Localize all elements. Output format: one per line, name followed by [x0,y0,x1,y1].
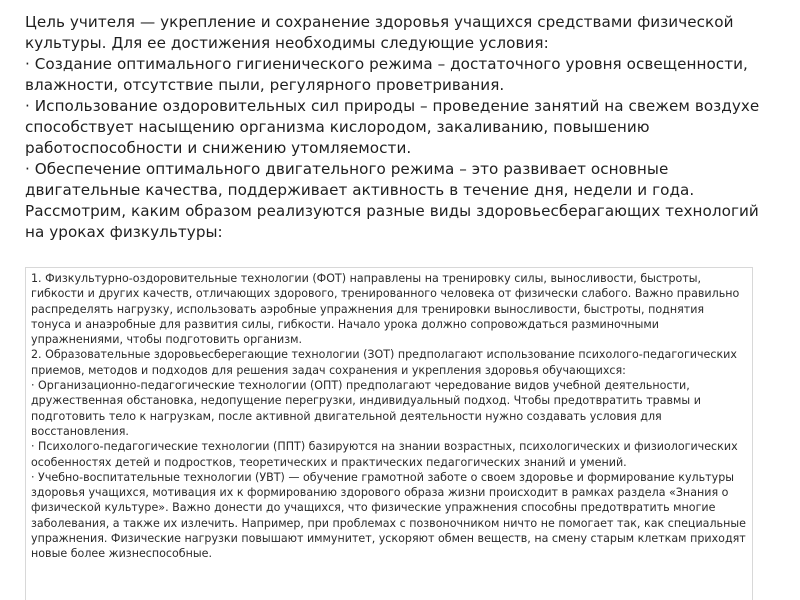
technology-item-fot: 1. Физкультурно-оздоровительные технологии (ФОТ) направлены на тренировку силы, выносливости, быстроты, гибкости и других качеств, отличающих здорового, тренированного человека от физически слабого. Важно правильно распределять нагрузку, использовать аэробные упражнения для тренировки выносливости, быстроты, поднятия тонуса и анаэробные для развития силы, гибкости. Начало урока должно сопровождаться разминочными упражнениями, чтобы подготовить организм. [31,272,740,347]
intro-paragraph-motor: · Обеспечение оптимального двигательного режима – это развивает основные двигательные качества, поддерживает активность в течение дня, недели и года. Рассмотрим, каким образом реализуются разные виды здоровьесберагающих технологий на уроках физкультуры: [25,160,759,241]
intro-text-block [25,12,775,243]
technology-item-opt: · Организационно-педагогические технологии (ОПТ) предполагают чередование видов учебной деятельности, дружественная обстановка, недопущение перегрузки, индивидуальный подход. Чтобы предотвратить травмы и подготовить тело к нагрузкам, после активной двигательной деятельности нужно создавать условия для восстановления. [31,379,701,438]
technology-item-zot: 2. Образовательные здоровьесберегающие технологии (ЗОТ) предполагают использование психолого-педагогических приемов, методов и подходов для решения задач сохранения и укрепления здоровья обучающихся: [31,348,737,377]
intro-paragraph-hygiene: · Создание оптимального гигиенического режима – достаточного уровня освещенности, влажности, отсутствие пыли, регулярного проветривания. [25,55,748,94]
technologies-text-box [25,267,753,600]
intro-paragraph-nature: · Использование оздоровительных сил природы – проведение занятий на свежем воздухе способствует насыщению организма кислородом, закаливанию, повышению работоспособности и снижению утомляемости. [25,97,760,157]
technology-item-ppt: · Психолого-педагогические технологии (ППТ) базируются на знании возрастных, психологических и физиологических особенностях детей и подростков, теоретических и практических педагогических знаний и умений. [31,440,738,469]
technology-item-uvt: · Учебно-воспитательные технологии (УВТ) — обучение грамотной заботе о своем здоровье и формирование культуры здоровья учащихся, мотивация их к формированию здорового образа жизни происходит в рамках раздела «Знания о физической культуре». Важно донести до учащихся, что физические упражнения способны предотвратить многие заболевания, а также их излечить. Например, при проблемах с позвоночником ничто не помогает так, как специальные упражнения. Физические нагрузки повышают иммунитет, ускоряют обмен веществ, на смену старым клеткам приходят новые более жизнеспособные. [31,470,746,561]
intro-paragraph-goal: Цель учителя — укрепление и сохранение здоровья учащихся средствами физической культуры. Для ее достижения необходимы следующие условия: [25,13,734,52]
